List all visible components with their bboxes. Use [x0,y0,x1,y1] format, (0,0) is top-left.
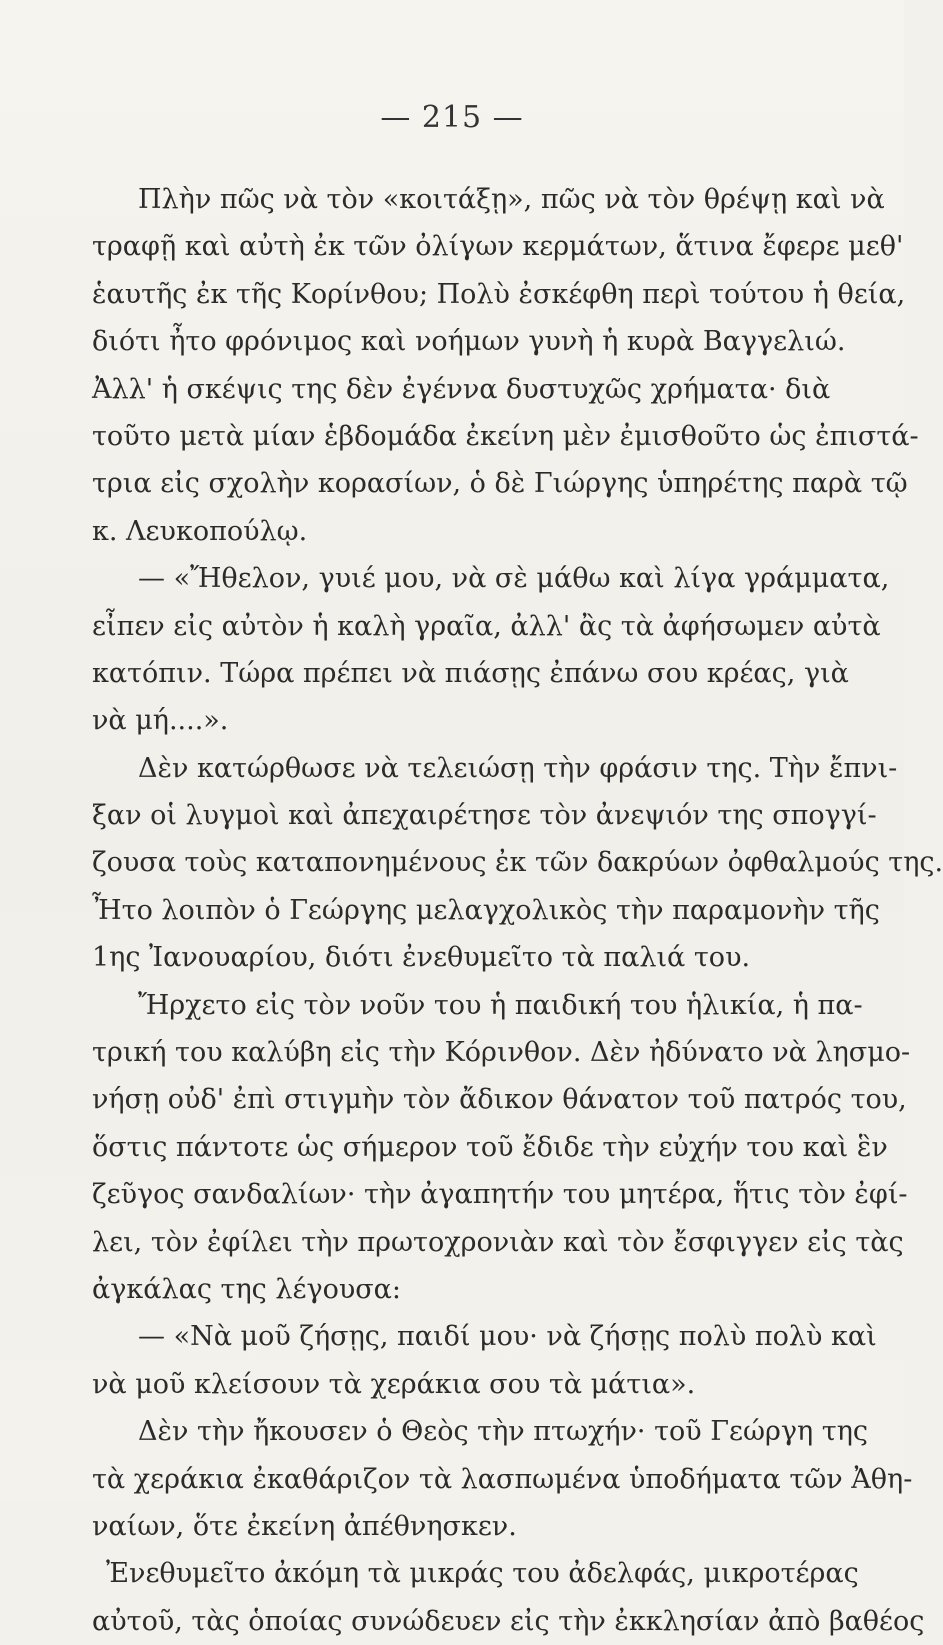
text-line: τὰ χεράκια ἐκαθάριζον τὰ λασπωμένα ὑποδήματα τῶν Ἀθη- [92,1463,913,1495]
text-line: νὰ μή....». [92,705,229,737]
text-line: νὰ μοῦ κλείσουν τὰ χεράκια σου τὰ μάτια». [92,1368,696,1400]
text-line: διότι ἦτο φρόνιμος καὶ νοήμων γυνὴ ἡ κυρὰ Βαγγελιώ. [92,326,846,358]
text-line: — «Νὰ μοῦ ζήσῃς, παιδί μου· νὰ ζήσῃς πολὺ πολὺ καὶ [138,1321,877,1353]
text-line: τοῦτο μετὰ μίαν ἑβδομάδα ἐκείνη μὲν ἐμισθοῦτο ὡς ἐπιστά- [92,420,919,452]
text-line: κατόπιν. Τώρα πρέπει νὰ πιάσῃς ἐπάνω σου κρέας, γιὰ [92,657,849,689]
text-line: ζουσα τοὺς καταπονημένους ἐκ τῶν δακρύων ὀφθαλμούς της. [92,847,943,879]
page-number: — 215 — [380,100,524,135]
text-line: εἶπεν εἰς αὐτὸν ἡ καλὴ γραῖα, ἀλλ' ἂς τὰ ἀφήσωμεν αὐτὰ [92,610,881,642]
text-line: νήσῃ οὐδ' ἐπὶ στιγμὴν τὸν ἄδικον θάνατον τοῦ πατρός του, [92,1084,907,1116]
text-line: κ. Λευκοπούλῳ. [92,515,308,547]
text-line: — «Ἤθελον, γυιέ μου, νὰ σὲ μάθω καὶ λίγα γράμματα, [138,563,890,595]
text-line: ὅστις πάντοτε ὡς σήμερον τοῦ ἔδιδε τὴν εὐχήν του καὶ ἓν [92,1131,888,1163]
text-line: λει, τὸν ἐφίλει τὴν πρωτοχρονιὰν καὶ τὸν ἔσφιγγεν εἰς τὰς [92,1226,904,1258]
text-line: τραφῇ καὶ αὐτὴ ἐκ τῶν ὀλίγων κερμάτων, ἅτινα ἔφερε μεθ' [92,231,904,263]
text-line: Ἦτο λοιπὸν ὁ Γεώργης μελαγχολικὸς τὴν παραμονὴν τῆς [92,894,880,926]
text-line: Ἐνεθυμεῖτο ἀκόμη τὰ μικράς του ἀδελφάς, μικροτέρας [106,1558,859,1590]
text-line: Δὲν κατώρθωσε νὰ τελειώσῃ τὴν φράσιν της. Τὴν ἔπνι- [138,752,898,784]
text-line: Δὲν τὴν ἤκουσεν ὁ Θεὸς τὴν πτωχήν· τοῦ Γεώργη της [138,1416,869,1448]
text-line: ξαν οἱ λυγμοὶ καὶ ἀπεχαιρέτησε τὸν ἀνεψιόν της σπογγί- [92,800,877,832]
text-line: ζεῦγος σανδαλίων· τὴν ἀγαπητήν του μητέρα, ἥτις τὸν ἐφί- [92,1179,908,1211]
text-line: τρια εἰς σχολὴν κορασίων, ὁ δὲ Γιώργης ὑπηρέτης παρὰ τῷ [92,468,908,500]
text-line: Ἤρχετο εἰς τὸν νοῦν του ἡ παιδική του ἡλικία, ἡ πα- [138,989,863,1021]
text-line: Πλὴν πῶς νὰ τὸν «κοιτάξῃ», πῶς νὰ τὸν θρέψῃ καὶ νὰ [138,184,885,215]
text-line: ἑαυτῆς ἐκ τῆς Κορίνθου; Πολὺ ἐσκέφθη περὶ τούτου ἡ θεία, [92,278,906,310]
text-line: αὐτοῦ, τὰς ὁποίας συνώδευεν εἰς τὴν ἐκκλησίαν ἀπὸ βαθέος [92,1605,925,1637]
text-line: 1ης Ἰανουαρίου, διότι ἐνεθυμεῖτο τὰ παλιά του. [92,942,751,974]
text-line: τρική του καλύβη εἰς τὴν Κόρινθον. Δὲν ἠδύνατο νὰ λησμο- [92,1037,911,1069]
text-line: Ἀλλ' ἡ σκέψις της δὲν ἐγέννα δυστυχῶς χρήματα· διὰ [92,373,831,405]
text-line: ἀγκάλας της λέγουσα: [92,1273,402,1305]
body-text [92,176,943,1645]
text-line: ναίων, ὅτε ἐκείνη ἀπέθνησκεν. [92,1510,517,1542]
